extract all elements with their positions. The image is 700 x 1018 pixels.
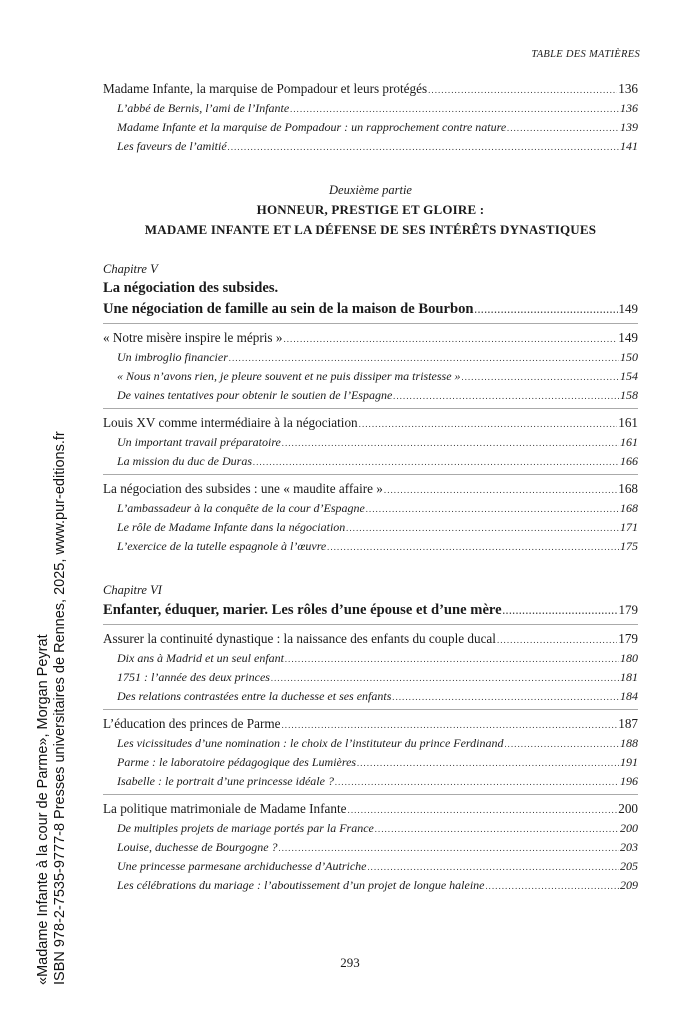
divider [103, 474, 638, 475]
toc-subsection[interactable]: Des relations contrastées entre la duchesse et ses enfants . . . 184 [103, 687, 638, 706]
chapter-title-entry[interactable]: Enfanter, éduquer, marier. Les rôles d’une épouse et d’une mère . . . 179 [103, 599, 638, 621]
toc-section[interactable]: La politique matrimoniale de Madame Infante . . . 200 [103, 798, 638, 819]
side-copyright-note [35, 431, 69, 985]
chapter-title-entry[interactable]: Une négociation de famille au sein de la maison de Bourbon . . . 149 [103, 298, 638, 320]
chapter-title-line1: La négociation des subsides. [103, 280, 279, 296]
side-note-line2: ISBN 978-2-7535-9777-8 Presses universitaires de Rennes, 2025, www.pur-editions.fr [52, 431, 68, 985]
toc-subsection[interactable]: Un important travail préparatoire . . . 161 [103, 433, 638, 452]
toc-section[interactable]: Assurer la continuité dynastique : la naissance des enfants du couple ducal . . . 179 [103, 628, 638, 649]
chapter-label: Chapitre VI [103, 583, 162, 597]
divider [103, 794, 638, 795]
chapter-5 [103, 260, 638, 556]
toc-subsection[interactable]: De multiples projets de mariage portés par la France . . . 200 [103, 819, 638, 838]
toc-section[interactable]: Louis XV comme intermédiaire à la négociation . . . 161 [103, 412, 638, 433]
toc-subsection[interactable]: 1751 : l’année des deux princes . . . 181 [103, 668, 638, 687]
toc-subsection[interactable]: De vaines tentatives pour obtenir le soutien de l’Espagne . . . 158 [103, 386, 638, 405]
toc-subsection[interactable]: Madame Infante et la marquise de Pompadour : un rapprochement contre nature . . . 139 [103, 118, 638, 137]
toc-subsection[interactable]: Une princesse parmesane archiduchesse d’Autriche . . . 205 [103, 857, 638, 876]
divider [103, 709, 638, 710]
toc-subsection[interactable]: Un imbroglio financier . . . 150 [103, 348, 638, 367]
toc-section[interactable]: La négociation des subsides : une « maudite affaire » . . . 168 [103, 478, 638, 499]
chapter-label: Chapitre V [103, 262, 158, 276]
toc-subsection[interactable]: Les faveurs de l’amitié . . . 141 [103, 137, 638, 156]
chapter-6 [103, 581, 638, 895]
toc-subsection[interactable]: Les vicissitudes d’une nomination : le choix de l’instituteur du prince Ferdinand . . . 188 [103, 734, 638, 753]
divider [103, 624, 638, 625]
toc-subsection[interactable]: Le rôle de Madame Infante dans la négociation . . . 171 [103, 518, 638, 537]
toc-subsection[interactable]: Dix ans à Madrid et un seul enfant . . . 180 [103, 649, 638, 668]
toc-subsection[interactable]: L’exercice de la tutelle espagnole à l’œuvre . . . 175 [103, 537, 638, 556]
toc-section[interactable]: « Notre misère inspire le mépris » . . . 149 [103, 327, 638, 348]
part-title-line1: HONNEUR, PRESTIGE ET GLOIRE : [256, 202, 485, 217]
toc-subsection[interactable]: « Nous n’avons rien, je pleure souvent et ne puis dissiper ma tristesse » . . . 154 [103, 367, 638, 386]
toc-section[interactable]: L’éducation des princes de Parme . . . 187 [103, 713, 638, 734]
toc-subsection[interactable]: Isabelle : le portrait d’une princesse idéale ? . . . 196 [103, 772, 638, 791]
page-number: 293 [340, 955, 360, 970]
toc-subsection[interactable]: L’abbé de Bernis, l’ami de l’Infante . . . 136 [103, 99, 638, 118]
toc-subsection[interactable]: L’ambassadeur à la conquête de la cour d’Espagne . . . 168 [103, 499, 638, 518]
divider [103, 323, 638, 324]
toc-subsection[interactable]: La mission du duc de Duras . . . 166 [103, 452, 638, 471]
divider [103, 408, 638, 409]
running-header: TABLE DES MATIÈRES [531, 49, 640, 60]
toc-subsection[interactable]: Parme : le laboratoire pédagogique des Lumières . . . 191 [103, 753, 638, 772]
table-of-contents [103, 78, 638, 895]
part-heading [103, 180, 638, 240]
side-note-line1: «Madame Infante à la cour de Parme», Morgan Peyrat [35, 634, 51, 985]
toc-subsection[interactable]: Les célébrations du mariage : l’aboutissement d’un projet de longue haleine . . . 209 [103, 876, 638, 895]
toc-section[interactable]: Madame Infante, la marquise de Pompadour et leurs protégés . . . 136 [103, 78, 638, 99]
part-title-line2: MADAME INFANTE ET LA DÉFENSE DE SES INTÉRÊTS DYNASTIQUES [144, 222, 597, 237]
part-label: Deuxième partie [329, 183, 412, 197]
toc-subsection[interactable]: Louise, duchesse de Bourgogne ? . . . 203 [103, 838, 638, 857]
